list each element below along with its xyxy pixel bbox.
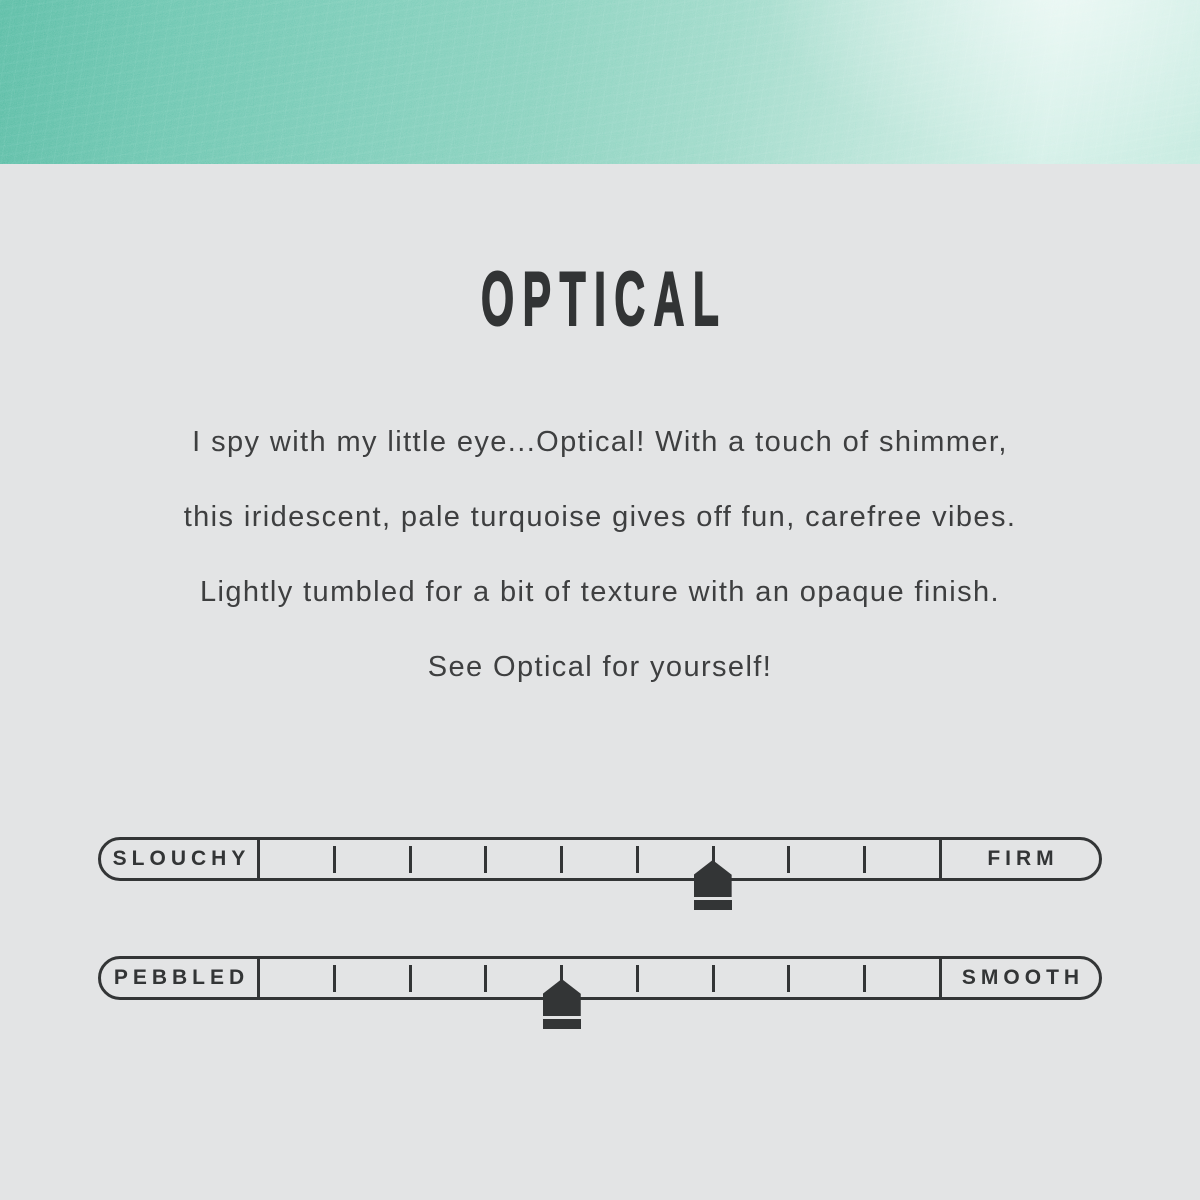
marker-base <box>694 900 732 910</box>
scale-right-label: FIRM <box>939 840 1099 878</box>
attribute-scales <box>0 837 1200 1000</box>
scale-marker <box>543 979 581 1029</box>
tick-mark <box>636 965 639 992</box>
scale-marker <box>694 860 732 910</box>
scale-left-label: SLOUCHY <box>101 840 260 878</box>
description-line: I spy with my little eye...Optical! With a touch of shimmer, <box>192 426 1008 458</box>
scale-track <box>260 840 939 878</box>
slouchy-firm-scale <box>98 837 1102 881</box>
marker-arrow-icon <box>543 979 581 1016</box>
tick-mark <box>484 965 487 992</box>
description-line: Lightly tumbled for a bit of texture with an opaque finish. <box>200 576 1000 608</box>
tick-mark <box>560 846 563 873</box>
marker-arrow-icon <box>694 860 732 897</box>
description-line: this iridescent, pale turquoise gives off fun, carefree vibes. <box>183 501 1017 533</box>
pebbled-smooth-scale <box>98 956 1102 1000</box>
leather-grain-streaks <box>0 0 1200 164</box>
tick-mark <box>333 965 336 992</box>
tick-mark <box>333 846 336 873</box>
page-title: OPTICAL <box>481 257 728 342</box>
scale-track <box>260 959 939 997</box>
marker-base <box>543 1019 581 1029</box>
leather-swatch-image <box>0 0 1200 164</box>
tick-mark <box>863 846 866 873</box>
tick-mark <box>636 846 639 873</box>
tick-mark <box>863 965 866 992</box>
scale-right-label: SMOOTH <box>939 959 1099 997</box>
tick-mark <box>787 965 790 992</box>
tick-mark <box>712 965 715 992</box>
description-line: See Optical for yourself! <box>427 651 773 683</box>
tick-mark <box>409 846 412 873</box>
description <box>0 405 1200 705</box>
tick-mark <box>787 846 790 873</box>
tick-mark <box>484 846 487 873</box>
scale-left-label: PEBBLED <box>101 959 260 997</box>
tick-mark <box>409 965 412 992</box>
